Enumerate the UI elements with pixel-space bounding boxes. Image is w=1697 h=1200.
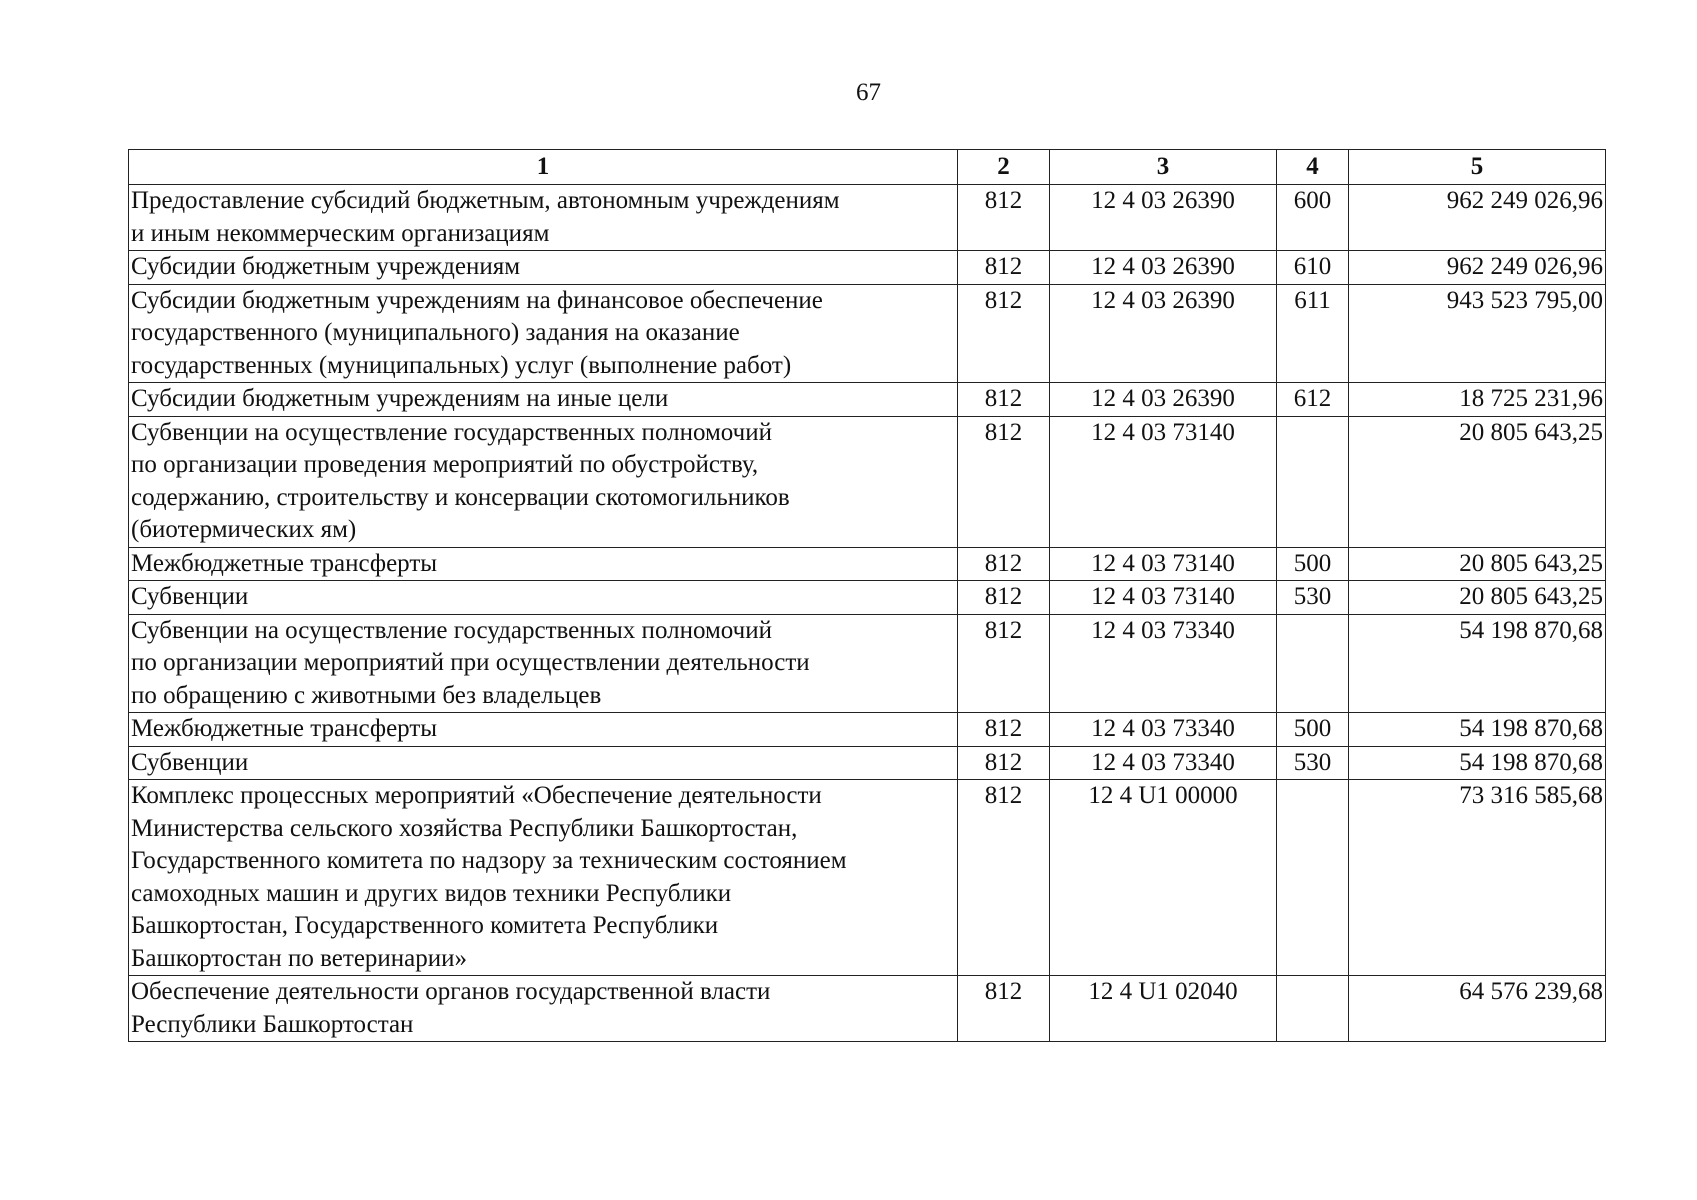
cell-expense-type: 600 — [1277, 185, 1349, 251]
cell-amount: 73 316 585,68 — [1349, 780, 1606, 976]
cell-name: Субвенции — [129, 746, 958, 780]
cell-name: Комплекс процессных мероприятий «Обеспечение деятельности Министерства сельского хозяйства Республики Башкортостан, Государственного комитета по надзору за техническим состоянием самоходных машин и других видов техники Республики Башкортостан, Государственного комитета Республики Башкортостан по ветеринарии» — [129, 780, 958, 976]
cell-amount: 962 249 026,96 — [1349, 185, 1606, 251]
cell-name: Межбюджетные трансферты — [129, 713, 958, 747]
cell-grbs-code: 812 — [958, 713, 1050, 747]
table-row — [129, 185, 1606, 251]
column-header-2: 2 — [958, 150, 1050, 185]
cell-amount: 20 805 643,25 — [1349, 581, 1606, 615]
table-row — [129, 713, 1606, 747]
cell-grbs-code: 812 — [958, 251, 1050, 285]
cell-grbs-code: 812 — [958, 581, 1050, 615]
table-row — [129, 416, 1606, 547]
table-body — [129, 185, 1606, 1042]
cell-expense-type — [1277, 614, 1349, 713]
table-row — [129, 746, 1606, 780]
cell-target-article: 12 4 U1 00000 — [1050, 780, 1277, 976]
column-header-1: 1 — [129, 150, 958, 185]
cell-grbs-code: 812 — [958, 185, 1050, 251]
cell-target-article: 12 4 03 73140 — [1050, 581, 1277, 615]
cell-expense-type: 612 — [1277, 383, 1349, 417]
cell-expense-type: 530 — [1277, 581, 1349, 615]
cell-expense-type: 500 — [1277, 547, 1349, 581]
cell-name: Субвенции на осуществление государственных полномочий по организации проведения мероприятий по обустройству, содержанию, строительству и консервации скотомогильников (биотермических ям) — [129, 416, 958, 547]
column-header-4: 4 — [1277, 150, 1349, 185]
cell-target-article: 12 4 03 73140 — [1050, 547, 1277, 581]
cell-grbs-code: 812 — [958, 383, 1050, 417]
cell-grbs-code: 812 — [958, 416, 1050, 547]
table-row — [129, 976, 1606, 1042]
cell-target-article: 12 4 03 73340 — [1050, 713, 1277, 747]
table-row — [129, 383, 1606, 417]
cell-grbs-code: 812 — [958, 614, 1050, 713]
cell-target-article: 12 4 U1 02040 — [1050, 976, 1277, 1042]
header-row — [129, 150, 1606, 185]
cell-name: Субвенции на осуществление государственных полномочий по организации мероприятий при осуществлении деятельности по обращению с животными без владельцев — [129, 614, 958, 713]
cell-expense-type: 611 — [1277, 284, 1349, 383]
cell-expense-type: 610 — [1277, 251, 1349, 285]
cell-name: Межбюджетные трансферты — [129, 547, 958, 581]
cell-amount: 943 523 795,00 — [1349, 284, 1606, 383]
cell-expense-type — [1277, 976, 1349, 1042]
table-row — [129, 614, 1606, 713]
cell-name: Субсидии бюджетным учреждениям на финансовое обеспечение государственного (муниципального) задания на оказание государственных (муниципальных) услуг (выполнение работ) — [129, 284, 958, 383]
cell-target-article: 12 4 03 26390 — [1050, 251, 1277, 285]
cell-target-article: 12 4 03 26390 — [1050, 383, 1277, 417]
table-row — [129, 251, 1606, 285]
cell-target-article: 12 4 03 73340 — [1050, 614, 1277, 713]
cell-amount: 54 198 870,68 — [1349, 713, 1606, 747]
table-row — [129, 547, 1606, 581]
cell-grbs-code: 812 — [958, 976, 1050, 1042]
column-header-3: 3 — [1050, 150, 1277, 185]
cell-amount: 20 805 643,25 — [1349, 547, 1606, 581]
table-row — [129, 581, 1606, 615]
cell-grbs-code: 812 — [958, 746, 1050, 780]
cell-expense-type: 530 — [1277, 746, 1349, 780]
cell-name: Предоставление субсидий бюджетным, автономным учреждениям и иным некоммерческим организациям — [129, 185, 958, 251]
cell-amount: 18 725 231,96 — [1349, 383, 1606, 417]
cell-target-article: 12 4 03 26390 — [1050, 284, 1277, 383]
table-row — [129, 780, 1606, 976]
cell-amount: 20 805 643,25 — [1349, 416, 1606, 547]
cell-grbs-code: 812 — [958, 284, 1050, 383]
cell-name: Субвенции — [129, 581, 958, 615]
budget-table — [128, 149, 1606, 1042]
cell-expense-type: 500 — [1277, 713, 1349, 747]
cell-amount: 54 198 870,68 — [1349, 614, 1606, 713]
cell-name: Субсидии бюджетным учреждениям — [129, 251, 958, 285]
cell-amount: 962 249 026,96 — [1349, 251, 1606, 285]
cell-target-article: 12 4 03 73140 — [1050, 416, 1277, 547]
cell-target-article: 12 4 03 26390 — [1050, 185, 1277, 251]
cell-amount: 54 198 870,68 — [1349, 746, 1606, 780]
cell-expense-type — [1277, 780, 1349, 976]
page-number: 67 — [856, 79, 881, 106]
cell-name: Субсидии бюджетным учреждениям на иные цели — [129, 383, 958, 417]
cell-target-article: 12 4 03 73340 — [1050, 746, 1277, 780]
cell-expense-type — [1277, 416, 1349, 547]
cell-grbs-code: 812 — [958, 547, 1050, 581]
column-header-5: 5 — [1349, 150, 1606, 185]
table-row — [129, 284, 1606, 383]
cell-grbs-code: 812 — [958, 780, 1050, 976]
cell-name: Обеспечение деятельности органов государственной власти Республики Башкортостан — [129, 976, 958, 1042]
cell-amount: 64 576 239,68 — [1349, 976, 1606, 1042]
